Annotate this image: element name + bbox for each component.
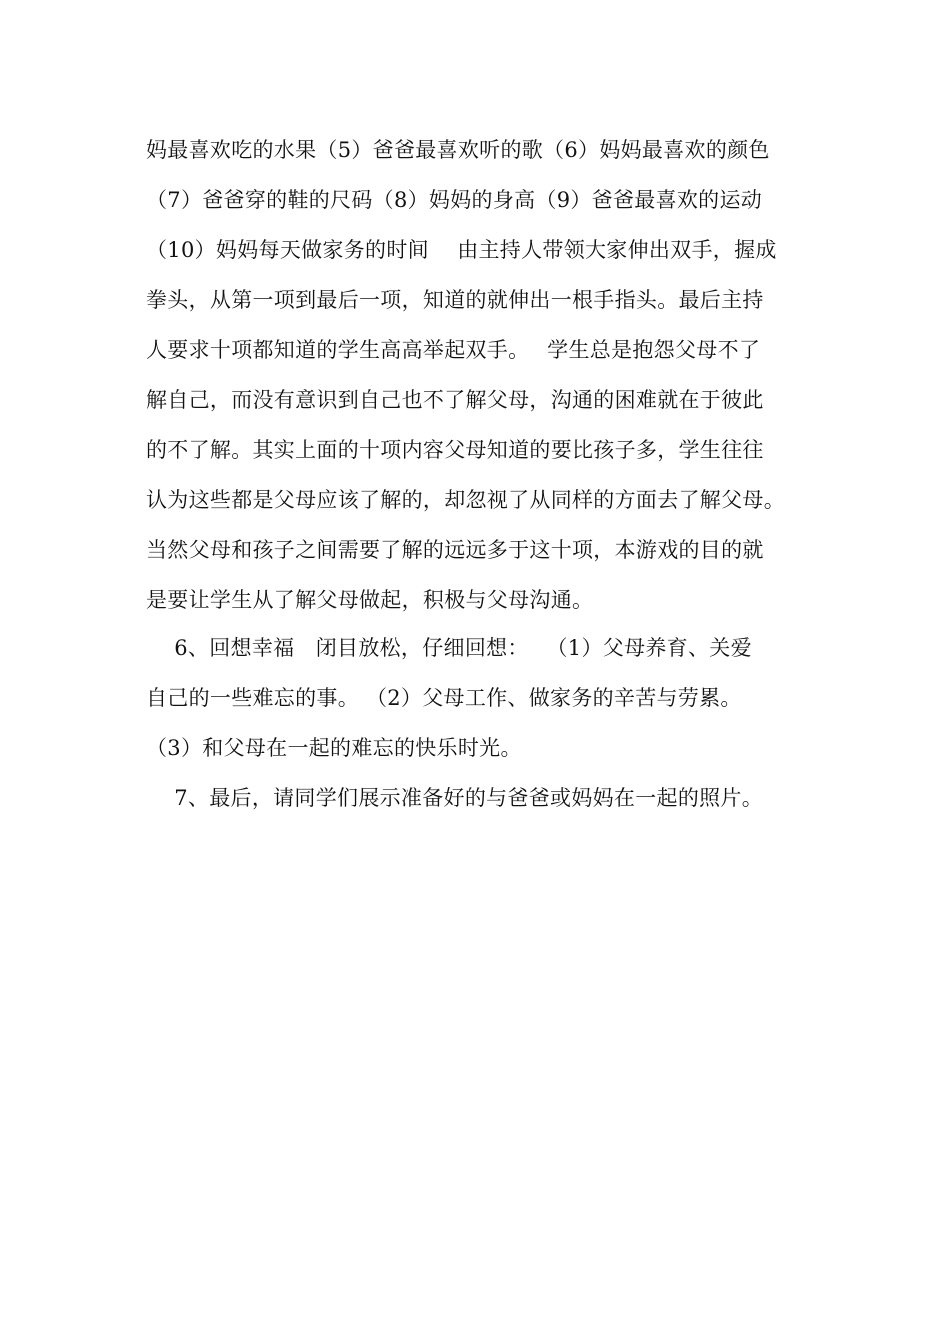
text-line: 人要求十项都知道的学生高高举起双手。 学生总是抱怨父母不了: [146, 338, 761, 362]
text-line: （10）妈妈每天做家务的时间 由主持人带领大家伸出双手，握成: [146, 238, 777, 262]
text-line: 认为这些都是父母应该了解的，却忽视了从同样的方面去了解父母。: [146, 488, 785, 512]
text-line: 拳头，从第一项到最后一项，知道的就伸出一根手指头。最后主持: [146, 288, 764, 312]
text-line: 是要让学生从了解父母做起，积极与父母沟通。: [146, 588, 594, 612]
text-line: 自己的一些难忘的事。 （2）父母工作、做家务的辛苦与劳累。: [146, 686, 742, 710]
text-line: 的不了解。其实上面的十项内容父母知道的要比孩子多，学生往往: [146, 438, 764, 462]
text-line: 6、回想幸福 闭目放松，仔细回想： （1）父母养育、关爱: [146, 636, 752, 660]
text-line: （7）爸爸穿的鞋的尺码（8）妈妈的身高（9）爸爸最喜欢的运动: [146, 188, 763, 212]
text-line: 妈最喜欢吃的水果（5）爸爸最喜欢听的歌（6）妈妈最喜欢的颜色: [146, 138, 770, 162]
text-line: 7、最后，请同学们展示准备好的与爸爸或妈妈在一起的照片。: [146, 786, 764, 810]
text-line: 当然父母和孩子之间需要了解的远远多于这十项，本游戏的目的就: [146, 538, 764, 562]
text-line: （3）和父母在一起的难忘的快乐时光。: [146, 736, 522, 760]
text-line: 解自己，而没有意识到自己也不了解父母，沟通的困难就在于彼此: [146, 388, 764, 412]
